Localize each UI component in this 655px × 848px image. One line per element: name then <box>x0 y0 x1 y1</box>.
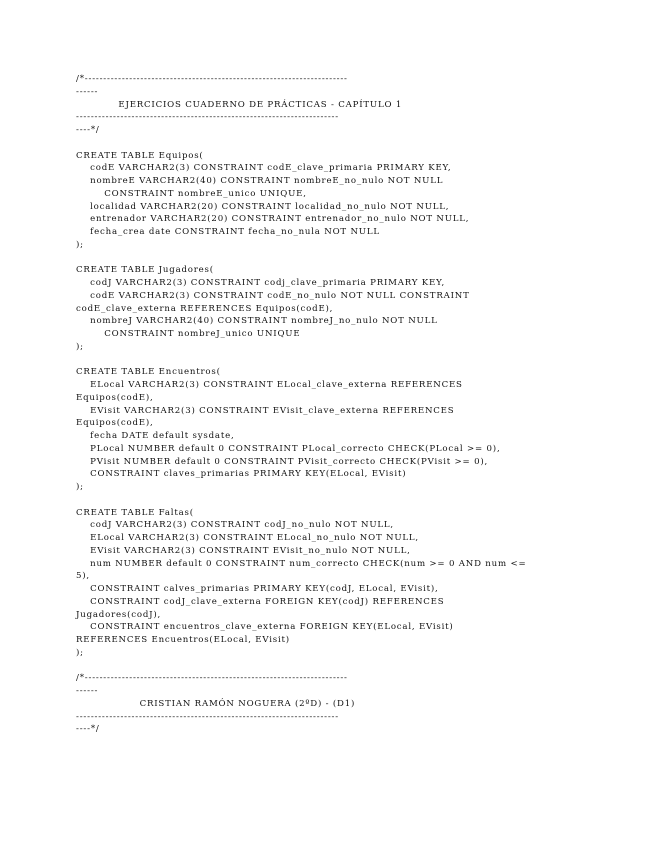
code-line: CREATE TABLE Jugadores( <box>76 265 214 276</box>
code-line: ELocal VARCHAR2(3) CONSTRAINT ELocal_no_nulo NOT NULL, <box>76 533 419 543</box>
code-line: ------ <box>76 686 99 696</box>
code-line <box>76 494 596 507</box>
code-line: CONSTRAINT codJ_clave_externa FOREIGN KEY(codJ) REFERENCES <box>76 596 445 607</box>
code-line: ); <box>76 482 84 492</box>
code-line: 5), <box>76 571 90 582</box>
code-line: /*----------------------------------------------------------------------- <box>76 673 348 684</box>
code-line: ------ <box>76 86 99 97</box>
code-line: CREATE TABLE Equipos( <box>76 150 204 161</box>
code-line: CONSTRAINT nombreJ_unico UNIQUE <box>76 329 301 339</box>
code-line: Equipos(codE), <box>76 392 154 403</box>
code-line: ----------------------------------------------------------------------- <box>76 112 339 123</box>
code-line: ELocal VARCHAR2(3) CONSTRAINT ELocal_clave_externa REFERENCES <box>76 380 463 390</box>
sql-code-block <box>76 73 596 736</box>
code-line: PLocal NUMBER default 0 CONSTRAINT PLocal_correcto CHECK(PLocal >= 0), <box>76 443 501 454</box>
code-line: EJERCICIOS CUADERNO DE PRÁCTICAS - CAPÍTULO 1 <box>76 99 403 110</box>
code-line: CONSTRAINT encuentros_clave_externa FOREIGN KEY(ELocal, EVisit) <box>76 622 454 633</box>
code-line: CREATE TABLE Encuentros( <box>76 367 221 378</box>
code-line: codJ VARCHAR2(3) CONSTRAINT codj_clave_primaria PRIMARY KEY, <box>76 278 445 288</box>
code-line: codJ VARCHAR2(3) CONSTRAINT codJ_no_nulo NOT NULL, <box>76 520 394 531</box>
code-line <box>76 137 596 150</box>
code-line: CONSTRAINT nombreE_unico UNIQUE, <box>76 188 307 199</box>
code-line: nombreJ VARCHAR2(40) CONSTRAINT nombreJ_no_nulo NOT NULL <box>76 316 438 327</box>
code-line: codE_clave_externa REFERENCES Equipos(codE), <box>76 303 334 314</box>
code-line <box>76 354 596 367</box>
code-line: ----*/ <box>76 724 100 735</box>
code-line: fecha DATE default sysdate, <box>76 431 235 441</box>
code-line: localidad VARCHAR2(20) CONSTRAINT localidad_no_nulo NOT NULL, <box>76 201 450 212</box>
code-line: ----------------------------------------------------------------------- <box>76 711 339 722</box>
code-line <box>76 252 596 265</box>
code-line: CREATE TABLE Faltas( <box>76 507 194 518</box>
code-line: CONSTRAINT calves_primarias PRIMARY KEY(codJ, ELocal, EVisit), <box>76 584 439 594</box>
code-line: codE VARCHAR2(3) CONSTRAINT codE_no_nulo NOT NULL CONSTRAINT <box>76 290 470 301</box>
code-line: Equipos(codE), <box>76 418 154 429</box>
code-line: entrenador VARCHAR2(20) CONSTRAINT entrenador_no_nulo NOT NULL, <box>76 214 470 225</box>
code-line: codE VARCHAR2(3) CONSTRAINT codE_clave_primaria PRIMARY KEY, <box>76 163 452 174</box>
code-line: REFERENCES Encuentros(ELocal, EVisit) <box>76 635 290 645</box>
code-line: CONSTRAINT claves_primarias PRIMARY KEY(ELocal, EVisit) <box>76 469 407 480</box>
code-line: EVisit VARCHAR2(3) CONSTRAINT EVisit_no_nulo NOT NULL, <box>76 545 411 556</box>
code-line: ); <box>76 647 84 658</box>
code-line: num NUMBER default 0 CONSTRAINT num_correcto CHECK(num >= 0 AND num <= <box>76 558 527 569</box>
code-line: ); <box>76 341 84 352</box>
code-line: ----*/ <box>76 125 100 135</box>
code-line: nombreE VARCHAR2(40) CONSTRAINT nombreE_no_nulo NOT NULL <box>76 176 444 186</box>
code-line: EVisit VARCHAR2(3) CONSTRAINT EVisit_clave_externa REFERENCES <box>76 405 455 416</box>
code-line: ); <box>76 239 84 250</box>
code-line: Jugadores(codJ), <box>76 609 162 620</box>
code-line: CRISTIAN RAMÓN NOGUERA (2ºD) - (D1) <box>76 698 356 709</box>
code-line: fecha_crea date CONSTRAINT fecha_no_nula NOT NULL <box>76 227 380 237</box>
code-line: PVisit NUMBER default 0 CONSTRAINT PVisit_correcto CHECK(PVisit >= 0), <box>76 456 489 467</box>
code-line: /*----------------------------------------------------------------------- <box>76 74 348 84</box>
code-line <box>76 660 596 673</box>
